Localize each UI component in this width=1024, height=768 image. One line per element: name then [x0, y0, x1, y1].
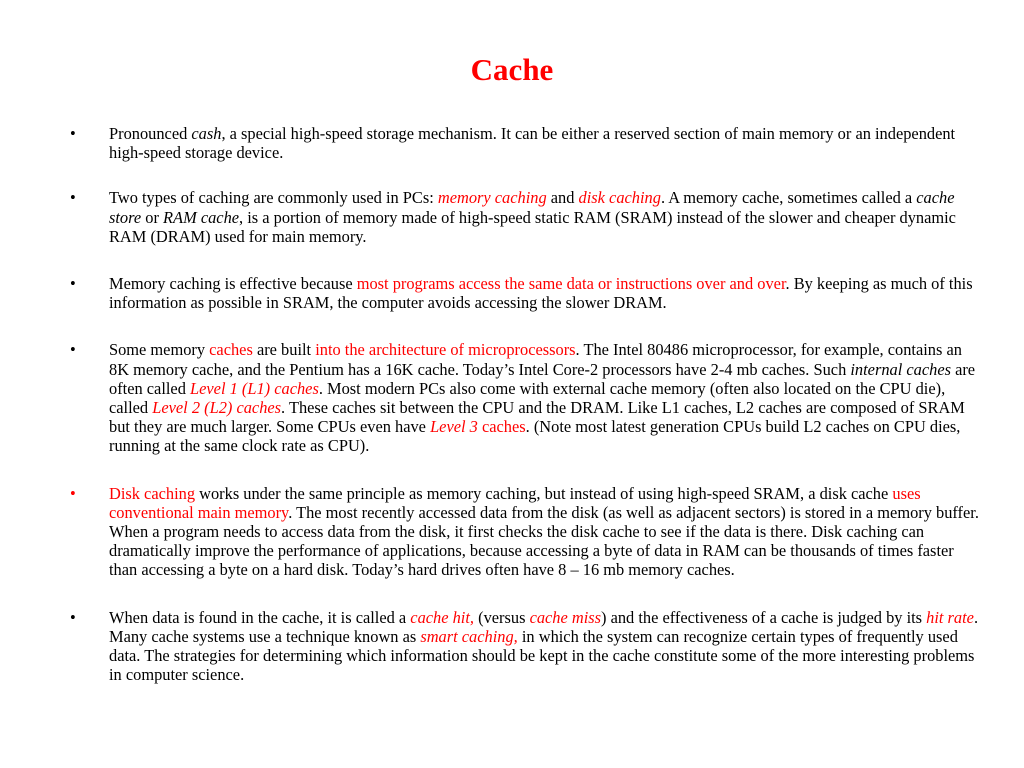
bullet-item-caching-types: [70, 188, 982, 246]
term-cash: cash: [191, 124, 222, 143]
term-level-2: Level 2 (L2) caches: [152, 398, 282, 418]
text-segment: Memory caching is effective because: [109, 274, 357, 294]
text-segment: Two types of caching are commonly used in PCs:: [109, 188, 438, 208]
text-segment: ) and the effectiveness of a cache is judged by its: [601, 607, 927, 627]
text-segment: . Many cache systems use a technique known as: [109, 607, 979, 646]
term-smart-caching: smart caching,: [420, 626, 518, 646]
highlight-main-memory: uses conventional main memory: [109, 483, 921, 522]
term-level-1: Level 1 (L1) caches: [190, 378, 319, 398]
text-segment: . A memory cache, sometimes called a: [660, 188, 917, 208]
text-segment: . By keeping as much of this information as possible in SRAM, the computer avoids accessing the slower DRAM.: [109, 274, 973, 313]
bullet-item-cache-hit: [70, 608, 982, 685]
term-cache-hit: cache hit,: [410, 607, 475, 627]
text-segment: Some memory: [109, 340, 210, 360]
bullet-item-cash-definition: [70, 124, 982, 162]
text-segment: . The most recently accessed data from the disk (as well as adjacent sectors) is stored in a memory buffer. When a program needs to access data from the disk, it first checks the disk cache to see if the data is there. Disk caching can dramatically improve the performance of applications, because accessing a byte of data in RAM can be thousands of times faster than accessing a byte on a hard disk. Today’s hard drives often have 8 – 16 mb memory caches.: [109, 502, 979, 580]
bullet-icon: •: [70, 124, 76, 143]
bullet-icon: •: [70, 483, 76, 503]
bullet-item-cache-levels: [70, 340, 982, 455]
text-segment: or: [141, 207, 164, 227]
highlight-architecture: into the architecture of microprocessors: [315, 340, 576, 360]
text-segment: and: [546, 188, 579, 208]
text-segment: When data is found in the cache, it is called a: [109, 607, 411, 627]
bullet-icon: •: [70, 340, 76, 360]
term-cache-store: cache store: [109, 188, 955, 227]
text-segment: in which the system can recognize certain types of frequently used data. The strategies for determining which information should be kept in the cache constitute some of the more interesting problems in computer science.: [109, 626, 975, 685]
term-hit-rate: hit rate: [926, 607, 974, 627]
text-segment: (versus: [474, 607, 530, 627]
bullet-item-memory-caching-effective: [70, 274, 982, 312]
bullet-item-disk-caching: [70, 484, 982, 580]
term-disk-caching: disk caching: [578, 188, 661, 208]
text-segment: Pronounced: [109, 124, 192, 143]
slide-title: Cache: [470, 52, 554, 87]
text-segment: . These caches sit between the CPU and the DRAM. Like L1 caches, L2 caches are composed of SRAM but they are much larger. Some CPUs even have: [109, 398, 965, 437]
highlight-caches: caches: [477, 417, 526, 437]
term-level-3: Level 3: [430, 417, 478, 437]
highlight-caches: caches: [209, 340, 253, 360]
text-segment: are built: [252, 340, 316, 360]
text-segment: , a special high-speed storage mechanism. It can be either a reserved section of main memory or an independent high-speed storage device.: [109, 124, 956, 163]
bullet-icon: •: [70, 607, 76, 627]
term-cache-miss: cache miss: [529, 607, 602, 627]
highlight-locality: most programs access the same data or instructions over and over: [356, 274, 786, 294]
text-segment: . (Note most latest generation CPUs build L2 caches on CPU dies, running at the same clock rate as CPU).: [109, 417, 961, 456]
text-segment: works under the same principle as memory caching, but instead of using high-speed SRAM, a disk cache: [195, 483, 893, 503]
bullet-icon: •: [70, 188, 76, 208]
text-segment: are often called: [109, 359, 976, 398]
text-segment: . The Intel 80486 microprocessor, for example, contains an 8K memory cache, and the Pentium has a 16K cache. Today’s Intel Core-2 processors have 2-4 mb caches. Such: [109, 340, 962, 379]
term-ram-cache: RAM cache: [163, 207, 240, 227]
text-segment: , is a portion of memory made of high-speed static RAM (SRAM) instead of the slower and cheaper dynamic RAM (DRAM) used for main memory.: [109, 207, 956, 246]
term-memory-caching: memory caching: [437, 188, 547, 208]
term-internal-caches: internal caches: [850, 359, 951, 379]
bullet-list: [70, 124, 982, 684]
highlight-disk-caching: Disk caching: [109, 483, 196, 503]
text-segment: . Most modern PCs also come with external cache memory (often also located on the CPU die), called: [109, 378, 946, 418]
bullet-icon: •: [70, 274, 76, 294]
